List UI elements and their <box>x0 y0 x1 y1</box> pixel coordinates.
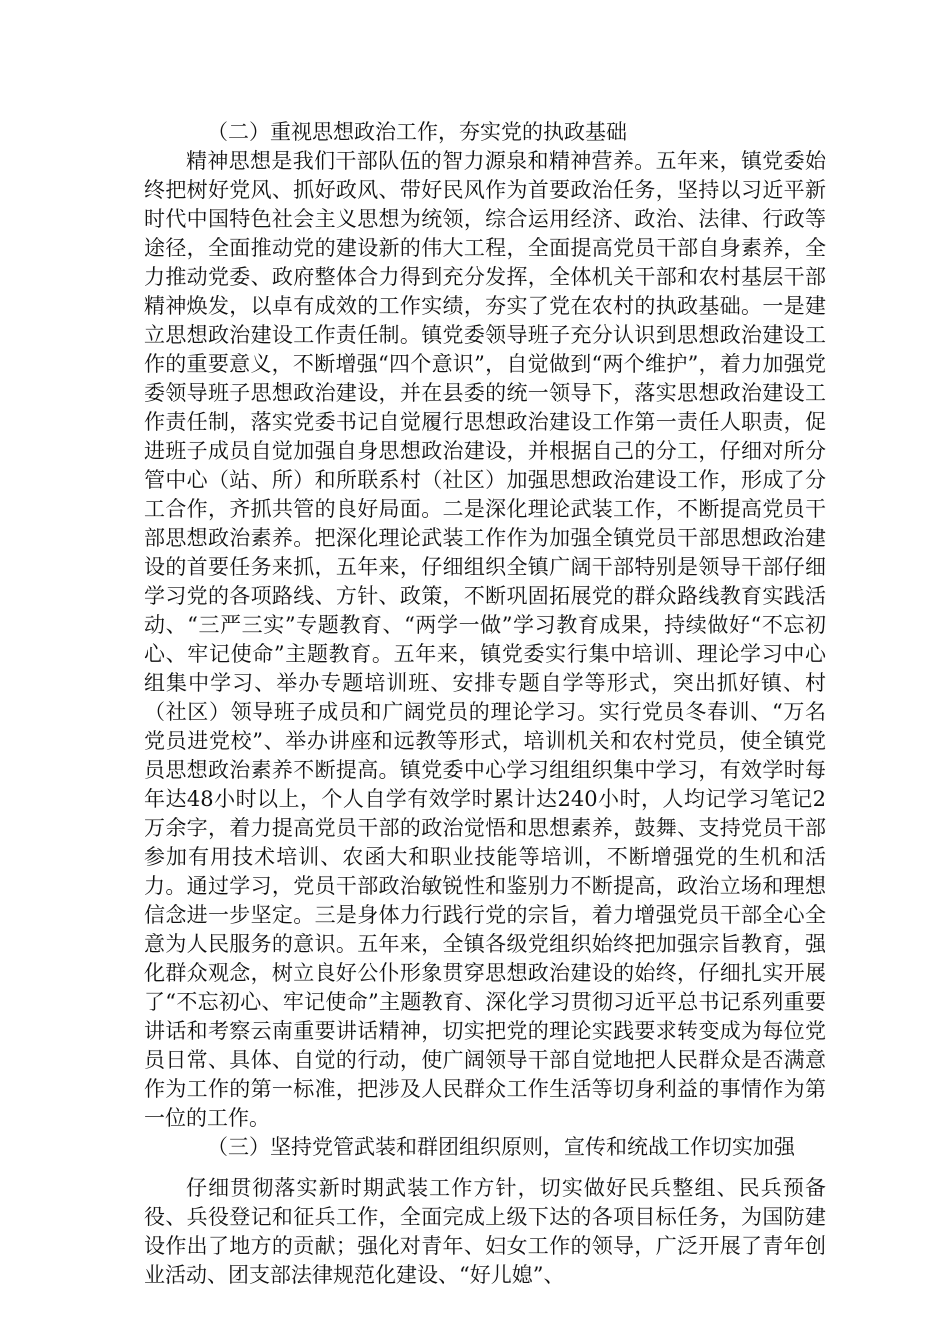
section-body-2: 精神思想是我们干部队伍的智力源泉和精神营养。五年来，镇党委始终把树好党风、抓好政风、带好民风作为首要政治任务，坚持以习近平新时代中国特色社会主义思想为统领，综合运用经济、政治、法律、行政等途径，全面推动党的建设新的伟大工程，全面提高党员干部自身素养，全力推动党委、政府整体合力得到充分发挥，全体机关干部和农村基层干部精神焕发，以卓有成效的工作实绩，夯实了党在农村的执政基础。一是建立思想政治建设工作责任制。镇党委领导班子充分认识到思想政治建设工作的重要意义，不断增强“四个意识”，自觉做到“两个维护”，着力加强党委领导班子思想政治建设，并在县委的统一领导下，落实思想政治建设工作责任制，落实党委书记自觉履行思想政治建设工作第一责任人职责，促进班子成员自觉加强自身思想政治建设，并根据自己的分工，仔细对所分管中心（站、所）和所联系村（社区）加强思想政治建设工作，形成了分工合作，齐抓共管的良好局面。二是深化理论武装工作，不断提高党员干部思想政治素养。把深化理论武装工作作为加强全镇党员干部思想政治建设的首要任务来抓，五年来，仔细组织全镇广阔干部特别是领导干部仔细学习党的各项路线、方针、政策，不断巩固拓展党的群众路线教育实践活动、“三严三实”专题教育、“两学一做”学习教育成果，持续做好“不忘初心、牢记使命”主题教育。五年来，镇党委实行集中培训、理论学习中心组集中学习、举办专题培训班、安排专题自学等形式，突出抓好镇、村（社区）领导班子成员和广阔党员的理论学习。实行党员冬春训、“万名党员进党校”、举办讲座和远教等形式，培训机关和农村党员，使全镇党员思想政治素养不断提高。镇党委中心学习组组织集中学习，有效学时每年达48小时以上，个人自学有效学时累计达240小时，人均记学习笔记2万余字，着力提高党员干部的政治觉悟和思想素养，鼓舞、支持党员干部参加有用技术培训、农函大和职业技能等培训，不断增强党的生机和活力。通过学习，党员干部政治敏锐性和鉴别力不断提高，政治立场和理想信念进一步坚定。三是身体力行践行党的宗旨，着力增强党员干部全心全意为人民服务的意识。五年来，全镇各级党组织始终把加强宗旨教育，强化群众观念，树立良好公仆形象贯穿思想政治建设的始终，仔细扎实开展了“不忘初心、牢记使命”主题教育、深化学习贯彻习近平总书记系列重要讲话和考察云南重要讲话精神，切实把党的理论实践要求转变成为每位党员日常、具体、自觉的行动，使广阔领导干部自觉地把人民群众是否满意作为工作的第一标准，把涉及人民群众工作生活等切身利益的事情作为第一位的工作。 <box>144 149 826 1130</box>
section-body-3: 仔细贯彻落实新时期武装工作方针，切实做好民兵整组、民兵预备役、兵役登记和征兵工作，全面完成上级下达的各项目标任务，为国防建设作出了地方的贡献；强化对青年、妇女工作的领导，广泛开展了青年创业活动、团支部法律规范化建设、“好儿媳”、 <box>144 1176 826 1287</box>
section-heading-3: （三）坚持党管武装和群团组织原则，宣传和统战工作切实加强 <box>207 1135 795 1159</box>
document-page <box>144 118 826 1290</box>
section-heading-2: （二）重视思想政治工作，夯实党的执政基础 <box>207 120 627 144</box>
